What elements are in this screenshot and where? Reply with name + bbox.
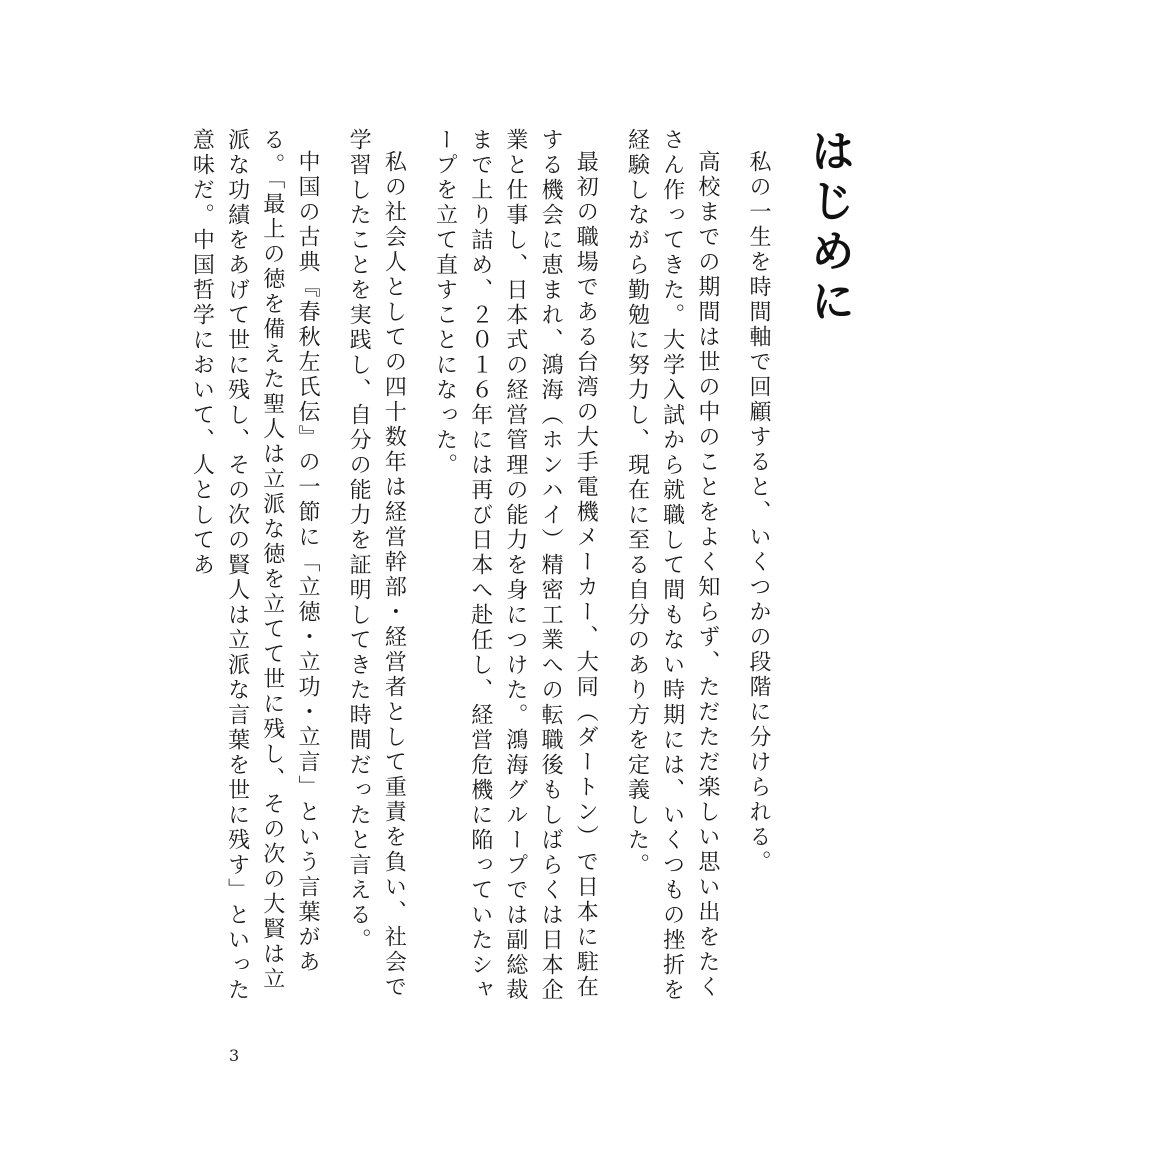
paragraph-2: 高校までの期間は世の中のことをよく知らず、ただただ楽しい思い出をたくさん作ってきた。大学入試から就職して間もない時期には、いくつもの挫折を経験しながら勤勉に努力し、現在に至る自分のあり方を定義した。 (624, 128, 720, 1003)
paragraph-3: 最初の職場である台湾の大手電機メーカー、大同（ダートン）で日本に駐在する機会に恵まれ、鴻海（ホンハイ）精密工業への転職後もしばらくは日本企業と仕事し、日本式の経営管理の能力を身につけた。鴻海グループでは副総裁まで上り詰め、２０１６年には再び日本へ赴任し、経営危機に陥っていたシャープを立て直すことになった。 (432, 128, 599, 1003)
paragraph-4: 私の社会人としての四十数年は経営幹部・経営者として重責を負い、社会で学習したことを実践し、自分の能力を証明してきた時間だったと言える。 (346, 128, 407, 1000)
chapter-title: はじめに (803, 128, 854, 328)
vertical-text-block (168, 128, 854, 1013)
page-number: 3 (229, 1046, 240, 1065)
paragraph-5: 中国の古典『春秋左氏伝』の一節に「立徳・立功・立言」という言葉がある。「最上の徳を備えた聖人は立派な徳を立てて世に残し、その次の大賢は立派な功績をあげて世に残し、その次の賢人は立派な言葉を世に残す」といった意味だ。中国哲学において、人としてあ (189, 128, 320, 1003)
paragraph-1: 私の一生を時間軸で回顧すると、いくつかの段階に分けられる。 (746, 150, 771, 875)
